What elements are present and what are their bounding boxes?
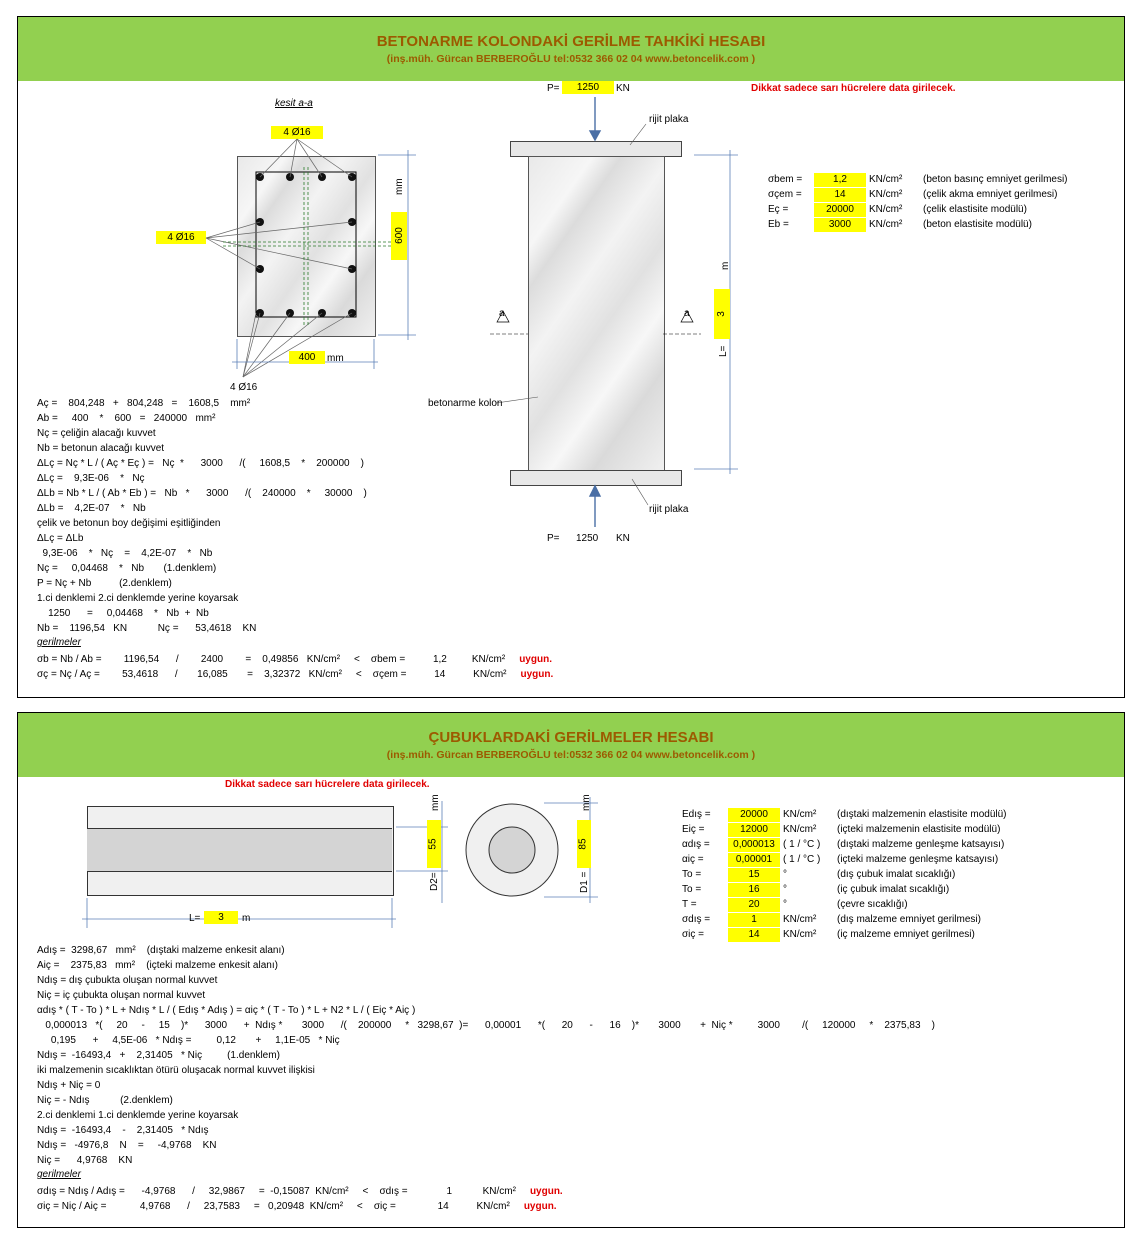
calc-line: Ndış + Niç = 0: [37, 1080, 101, 1091]
height-unit: mm: [394, 178, 405, 195]
calc-line: P = Nç + Nb (2.denklem): [37, 578, 172, 589]
param-unit: °: [783, 884, 787, 895]
d2-cell[interactable]: 55: [427, 820, 441, 868]
calc-line: Niç = 4,9768 KN: [37, 1155, 133, 1166]
param-unit: KN/cm²: [869, 219, 903, 230]
cut-a-left: a: [499, 308, 505, 319]
param-label: αdış =: [682, 839, 710, 850]
calc-line: ΔLç = 9,3E-06 * Nç: [37, 473, 145, 484]
param-unit: KN/cm²: [783, 929, 817, 940]
stress-row: [37, 667, 553, 682]
param-label: Edış =: [682, 809, 711, 820]
bar-stress-panel: [17, 712, 1125, 1228]
stress-equation: σdış = Ndış / Adış = -4,9768 / 32,9867 = -0,15087 KN/cm² < σdış = 1 KN/cm²: [37, 1186, 516, 1197]
param-label: Eç =: [768, 204, 789, 215]
param-description: (dıştaki malzemenin elastisite modülü): [837, 809, 1007, 820]
length-unit: m: [720, 261, 731, 270]
calc-line: iki malzemenin sıcaklıktan ötürü oluşacak normal kuvvet ilişkisi: [37, 1065, 315, 1076]
param-value-cell[interactable]: 20: [728, 898, 780, 912]
calc-line: Ndış = -4976,8 N = -4,9768 KN: [37, 1140, 217, 1151]
d1-unit: mm: [581, 794, 592, 811]
calc-line: 1250 = 0,04468 * Nb + Nb: [37, 608, 209, 619]
stress-heading: gerilmeler: [37, 1169, 81, 1180]
param-label: Eiç =: [682, 824, 705, 835]
calc-line: Ndış = -16493,4 + 2,31405 * Niç (1.denklem): [37, 1050, 280, 1061]
param-value-cell[interactable]: 14: [814, 188, 866, 202]
param-value-cell[interactable]: 1: [728, 913, 780, 927]
param-unit: ( 1 / °C ): [783, 839, 821, 850]
calc-line: 0,000013 *( 20 - 15 )* 3000 + Ndış * 3000 /( 200000 * 3298,67 )= 0,00001 *( 20 - 16 )* 3000 + Niç * 3000 /( 120000 * 2375,83 ): [37, 1020, 935, 1031]
length-cell[interactable]: 3: [204, 911, 238, 924]
param-label: To =: [682, 869, 702, 880]
param-label: σiç =: [682, 929, 705, 940]
d1-cell[interactable]: 85: [577, 820, 591, 868]
panel-title: ÇUBUKLARDAKİ GERİLMELER HESABI: [428, 729, 714, 746]
calc-line: ΔLç = ΔLb: [37, 533, 84, 544]
param-value-cell[interactable]: 15: [728, 868, 780, 882]
param-label: αiç =: [682, 854, 704, 865]
stress-heading: gerilmeler: [37, 637, 81, 648]
calculation-lines: [37, 943, 935, 1168]
param-unit: KN/cm²: [869, 174, 903, 185]
column-label: betonarme kolon: [428, 398, 503, 409]
load-top-cell[interactable]: 1250: [562, 81, 614, 94]
d1-label: D1 =: [579, 871, 590, 893]
stress-results: [37, 652, 553, 682]
param-value-cell[interactable]: 0,00001: [728, 853, 780, 867]
load-bottom-value: 1250: [576, 533, 599, 544]
height-cell[interactable]: 600: [391, 212, 407, 260]
calc-line: çelik ve betonun boy değişimi eşitliğinden: [37, 518, 221, 529]
param-label: σdış =: [682, 914, 711, 925]
param-label: To =: [682, 884, 702, 895]
param-description: (içteki malzemenin elastisite modülü): [837, 824, 1001, 835]
calc-line: Niç = iç çubukta oluşan normal kuvvet: [37, 990, 206, 1001]
param-unit: °: [783, 869, 787, 880]
param-value-cell[interactable]: 3000: [814, 218, 866, 232]
param-description: (iç malzeme emniyet gerilmesi): [837, 929, 975, 940]
rebar-side-cell[interactable]: 4 Ø16: [156, 231, 206, 244]
calc-line: ΔLb = 4,2E-07 * Nb: [37, 503, 146, 514]
param-description: (içteki malzeme genleşme katsayısı): [837, 854, 999, 865]
param-value-cell[interactable]: 20000: [814, 203, 866, 217]
param-unit: °: [783, 899, 787, 910]
param-label: T =: [682, 899, 697, 910]
panel-title: BETONARME KOLONDAKİ GERİLME TAHKİKİ HESABI: [376, 33, 766, 50]
param-label: σçem =: [768, 189, 802, 200]
param-description: (beton elastisite modülü): [923, 219, 1032, 230]
param-unit: KN/cm²: [783, 809, 817, 820]
stress-row: [37, 1199, 563, 1214]
load-bottom-unit: KN: [616, 533, 630, 544]
calc-line: ΔLb = Nb * L / ( Ab * Eb ) = Nb * 3000 /( 240000 * 30000 ): [37, 488, 367, 499]
calc-line: 0,195 + 4,5E-06 * Ndış = 0,12 + 1,1E-05 * Niç: [37, 1035, 340, 1046]
stress-equation: σç = Nç / Aç = 53,4618 / 16,085 = 3,32372 KN/cm² < σçem = 14 KN/cm²: [37, 669, 507, 680]
param-value-cell[interactable]: 20000: [728, 808, 780, 822]
param-label: σbem =: [768, 174, 803, 185]
param-value-cell[interactable]: 16: [728, 883, 780, 897]
result-status: uygun.: [520, 669, 554, 680]
calc-line: 9,3E-06 * Nç = 4,2E-07 * Nb: [37, 548, 213, 559]
param-unit: KN/cm²: [869, 204, 903, 215]
param-description: (iç çubuk imalat sıcaklığı): [837, 884, 950, 895]
calc-line: Nç = çeliğin alacağı kuvvet: [37, 428, 156, 439]
width-unit: mm: [327, 353, 344, 364]
panel-subtitle: (inş.müh. Gürcan BERBEROĞLU tel:0532 366 02 04 www.betoncelik.com ): [386, 749, 756, 761]
stress-results: [37, 1184, 563, 1214]
calc-line: Ndış = dış çubukta oluşan normal kuvvet: [37, 975, 218, 986]
rebar-bottom-label: 4 Ø16: [230, 382, 258, 393]
param-description: (çelik akma emniyet gerilmesi): [923, 189, 1058, 200]
calc-line: Nb = betonun alacağı kuvvet: [37, 443, 165, 454]
stress-row: [37, 652, 553, 667]
param-label: Eb =: [768, 219, 789, 230]
param-description: (beton basınç emniyet gerilmesi): [923, 174, 1068, 185]
length-label: L=: [718, 345, 729, 357]
load-top-label: P=: [547, 83, 560, 94]
stress-equation: σiç = Niç / Aiç = 4,9768 / 23,7583 = 0,20948 KN/cm² < σiç = 14 KN/cm²: [37, 1201, 510, 1212]
calc-line: Ab = 400 * 600 = 240000 mm²: [37, 413, 216, 424]
stress-equation: σb = Nb / Ab = 1196,54 / 2400 = 0,49856 KN/cm² < σbem = 1,2 KN/cm²: [37, 654, 506, 665]
calc-line: αdış * ( T - To ) * L + Ndış * L / ( Edış * Adış ) = αiç * ( T - To ) * L + N2 * L / ( Eiç * Aiç ): [37, 1005, 416, 1016]
width-cell[interactable]: 400: [289, 351, 325, 364]
calculation-lines: [37, 396, 367, 636]
param-description: (çevre sıcaklığı): [837, 899, 908, 910]
param-unit: KN/cm²: [783, 914, 817, 925]
param-value-cell[interactable]: 0,000013: [728, 838, 780, 852]
calc-line: 2.ci denklemi 1.ci denklemde yerine koyarsak: [37, 1110, 239, 1121]
stress-row: [37, 1184, 563, 1199]
calc-line: Aç = 804,248 + 804,248 = 1608,5 mm²: [37, 398, 251, 409]
calc-line: Nç = 0,04468 * Nb (1.denklem): [37, 563, 217, 574]
column-stress-panel: [17, 16, 1125, 698]
plate-bottom-label: rijit plaka: [649, 504, 689, 515]
cut-a-right: a: [684, 308, 690, 319]
result-status: uygun.: [529, 1186, 563, 1197]
param-unit: KN/cm²: [869, 189, 903, 200]
load-bottom-label: P=: [547, 533, 560, 544]
param-value-cell[interactable]: 12000: [728, 823, 780, 837]
calc-line: Niç = - Ndış (2.denklem): [37, 1095, 173, 1106]
param-description: (dış malzeme emniyet gerilmesi): [837, 914, 981, 925]
result-status: uygun.: [519, 654, 552, 665]
section-label: kesit a-a: [275, 98, 313, 109]
result-status: uygun.: [523, 1201, 557, 1212]
calc-line: Nb = 1196,54 KN Nç = 53,4618 KN: [37, 623, 257, 634]
length-label: L=: [189, 913, 201, 924]
notice-text: Dikkat sadece sarı hücrelere data girilecek.: [225, 779, 430, 790]
load-top-unit: KN: [616, 83, 630, 94]
param-value-cell[interactable]: 1,2: [814, 173, 866, 187]
calc-line: Aiç = 2375,83 mm² (içteki malzeme enkesit alanı): [37, 960, 278, 971]
param-unit: ( 1 / °C ): [783, 854, 821, 865]
rebar-top-cell[interactable]: 4 Ø16: [271, 126, 323, 139]
param-unit: KN/cm²: [783, 824, 817, 835]
notice-text: Dikkat sadece sarı hücrelere data girilecek.: [751, 83, 956, 94]
d2-unit: mm: [430, 794, 441, 811]
param-description: (dıştaki malzeme genleşme katsayısı): [837, 839, 1005, 850]
plate-top-label: rijit plaka: [649, 114, 689, 125]
length-unit: m: [242, 913, 251, 924]
calc-line: ΔLç = Nç * L / ( Aç * Eç ) = Nç * 3000 /( 1608,5 * 200000 ): [37, 458, 365, 469]
panel-subtitle: (inş.müh. Gürcan BERBEROĞLU tel:0532 366 02 04 www.betoncelik.com ): [386, 53, 756, 65]
calc-line: 1.ci denklemi 2.ci denklemde yerine koyarsak: [37, 593, 239, 604]
length-cell[interactable]: 3: [714, 289, 730, 339]
calc-line: Ndış = -16493,4 - 2,31405 * Ndış: [37, 1125, 209, 1136]
param-value-cell[interactable]: 14: [728, 928, 780, 942]
param-description: (çelik elastisite modülü): [923, 204, 1027, 215]
calc-line: Adış = 3298,67 mm² (dıştaki malzeme enkesit alanı): [37, 945, 285, 956]
param-description: (dış çubuk imalat sıcaklığı): [837, 869, 956, 880]
d2-label: D2=: [429, 872, 440, 891]
